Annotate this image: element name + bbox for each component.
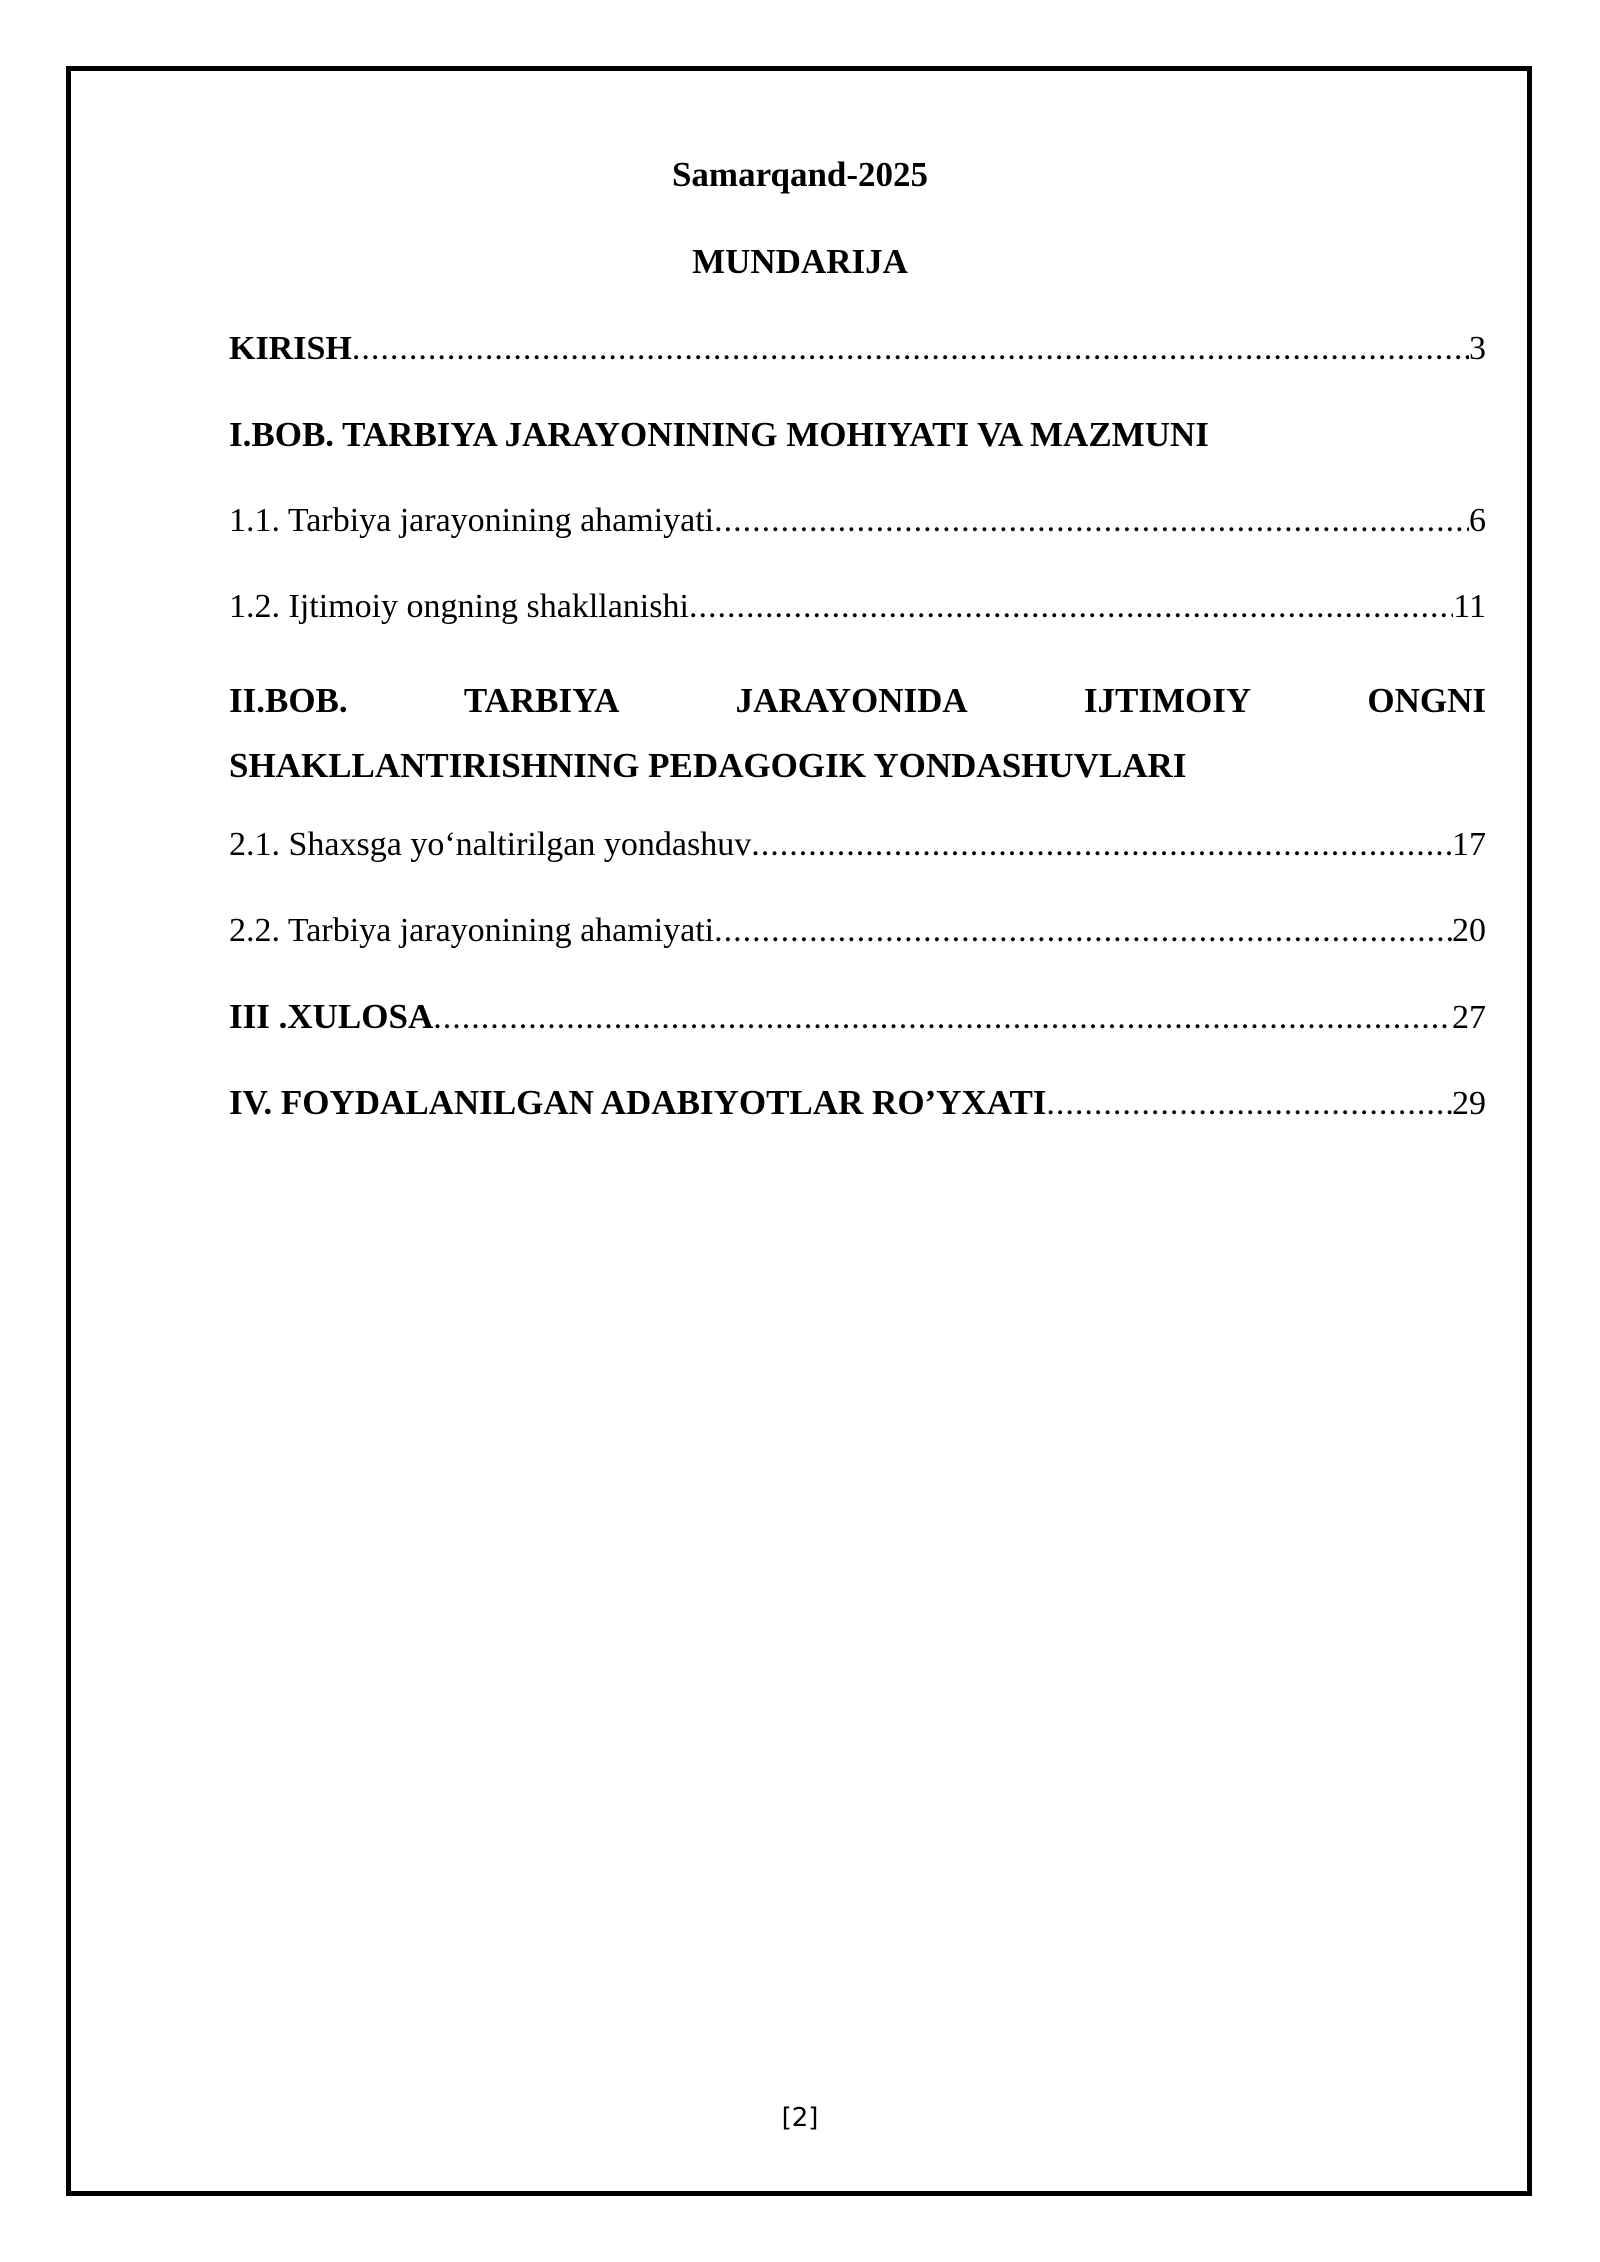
- toc-entry-page: 27: [1452, 999, 1486, 1036]
- toc-entry-xulosa[interactable]: [229, 992, 1486, 1043]
- toc-entry-page: 20: [1452, 912, 1486, 949]
- toc-entry-2-2[interactable]: [229, 906, 1486, 956]
- toc-entry-page: 6: [1469, 502, 1486, 539]
- toc-entry-label: III .XULOSA: [229, 997, 434, 1036]
- toc-entry-page: 17: [1452, 826, 1486, 863]
- toc-entry-page: 11: [1453, 588, 1486, 625]
- toc-leader: [1046, 1079, 1452, 1129]
- toc-entry-2-1[interactable]: [229, 820, 1486, 870]
- toc-entry-label: 2.1. Shaxsga yo‘naltirilgan yondashuv: [229, 826, 752, 863]
- toc-chapter-2-word: II.BOB.: [229, 681, 348, 720]
- toc-chapter-label: I.BOB. TARBIYA JARAYONINING MOHIYATI VA MAZMUNI: [229, 415, 1209, 454]
- toc-leader: [714, 906, 1452, 956]
- toc-entry-1-2[interactable]: [229, 582, 1486, 632]
- toc-entry-kirish[interactable]: [229, 324, 1486, 374]
- toc-entry-label: 2.2. Tarbiya jarayonining ahamiyati: [229, 912, 715, 949]
- toc-leader: [433, 993, 1452, 1043]
- toc-chapter-2[interactable]: [229, 668, 1486, 798]
- toc-chapter-2-word: ONGNI: [1367, 681, 1486, 720]
- page-number: [2]: [781, 2103, 819, 2133]
- city-year: Samarqand-2025: [671, 155, 929, 194]
- toc-chapter-2-line-2: SHAKLLANTIRISHNING PEDAGOGIK YONDASHUVLARI: [229, 746, 1187, 785]
- page-border: [66, 66, 1532, 2196]
- toc-entry-page: 29: [1452, 1085, 1486, 1122]
- toc-leader: [751, 820, 1452, 870]
- toc-chapter-2-line-1: [229, 668, 1486, 733]
- toc-leader: [689, 582, 1453, 632]
- toc-chapter-2-word: JARAYONIDA: [735, 681, 968, 720]
- toc-chapter-2-word: TARBIYA: [463, 681, 620, 720]
- toc-leader: [714, 496, 1469, 546]
- toc-entry-page: 3: [1469, 330, 1486, 367]
- toc-entry-adabiyotlar[interactable]: [229, 1078, 1486, 1129]
- toc-chapter-1[interactable]: [229, 410, 1486, 460]
- toc-entry-label: 1.2. Ijtimoiy ongning shakllanishi: [229, 588, 689, 625]
- toc-entry-label: KIRISH: [229, 330, 352, 367]
- toc-entry-1-1[interactable]: [229, 496, 1486, 546]
- toc-chapter-2-word: IJTIMOIY: [1083, 681, 1252, 720]
- toc-title: MUNDARIJA: [692, 242, 908, 281]
- toc-entry-label: IV. FOYDALANILGAN ADABIYOTLAR RO’YXATI: [229, 1083, 1047, 1122]
- toc-entry-label: 1.1. Tarbiya jarayonining ahamiyati: [229, 502, 715, 539]
- toc-leader: [352, 324, 1469, 374]
